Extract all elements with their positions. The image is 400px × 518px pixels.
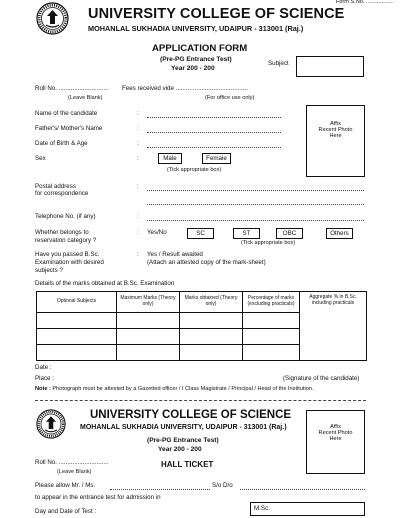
marks-header-max: Maximum Marks (Theory only): [117, 292, 180, 313]
university-name: MOHANLAL SUKHADIA UNIVERSITY, UDAIPUR - 313001 (Raj.): [88, 24, 304, 33]
st-checkbox[interactable]: ST: [233, 228, 260, 239]
colon: :: [137, 125, 139, 132]
photo-label-1: Affix: [330, 424, 341, 430]
table-cell[interactable]: [117, 313, 180, 329]
subject-box[interactable]: [296, 56, 364, 77]
table-cell[interactable]: [117, 329, 180, 345]
hall-ticket-title: HALL TICKET: [161, 460, 214, 469]
female-checkbox[interactable]: Female: [202, 153, 231, 164]
dob-age-line[interactable]: [147, 147, 281, 148]
marks-header-obtained: Marks obtained (Theory only): [180, 292, 243, 313]
bsc-question-label-2: Examination with desired: [35, 259, 104, 266]
so-do-label: S/o D/o: [212, 482, 233, 489]
msc-label: M.Sc.: [254, 505, 270, 512]
reservation-label: Whether belongs to: [35, 229, 89, 236]
reservation-label-2: reservation category ?: [35, 237, 97, 244]
photo-box[interactable]: [306, 105, 365, 177]
allow-label: Please allow Mr. / Ms.: [35, 482, 96, 489]
table-cell[interactable]: [243, 313, 300, 329]
colon: :: [137, 229, 139, 236]
yes-no-label: Yes/No: [147, 229, 167, 236]
candidate-name-label: Name of the candidate: [35, 110, 98, 117]
office-use-note: (For office use only): [205, 95, 255, 101]
ticket-leave-blank-note: (Leave Blank): [57, 469, 92, 475]
sc-checkbox[interactable]: SC: [187, 228, 214, 239]
subject-label: Subject: [268, 60, 289, 67]
table-cell[interactable]: [37, 345, 117, 361]
table-cell[interactable]: [117, 345, 180, 361]
bsc-attach-note: (Attach an attested copy of the mark-sheet): [147, 259, 266, 266]
note-label: Note :: [35, 386, 51, 392]
marks-header-row: [37, 292, 367, 313]
colon: :: [137, 183, 139, 190]
telephone-label: Telephone No. (if any): [35, 213, 96, 220]
cut-line: [35, 400, 366, 401]
colon: :: [137, 251, 139, 258]
photo-attestation-note: [35, 386, 371, 392]
so-do-line[interactable]: [240, 489, 365, 490]
bsc-question-label-3: subjects ?: [35, 267, 63, 274]
tick-note-2: (Tick appropriate box): [241, 240, 296, 246]
appear-text: to appear in the entrance test for admission in: [35, 494, 161, 501]
marks-header-percentage: Percentage of marks (excluding practicals): [243, 292, 300, 313]
college-name: UNIVERSITY COLLEGE OF SCIENCE: [88, 6, 345, 22]
bsc-answer-options: Yes / Result awaited: [147, 251, 203, 258]
telephone-line[interactable]: [147, 220, 364, 221]
colon: :: [137, 110, 139, 117]
photo-label-1: Affix: [330, 121, 341, 127]
ticket-university-name: MOHANLAL SUKHADIA UNIVERSITY, UDAIPUR - 313001 (Raj.): [80, 424, 287, 431]
photo-label-2: Recent Photo: [318, 430, 353, 437]
others-checkbox[interactable]: Others: [326, 228, 353, 239]
sex-label: Sex: [35, 155, 46, 162]
test-date-label: Day and Date of Test :: [35, 508, 97, 515]
colon: :: [137, 155, 139, 162]
marks-caption: Details of the marks obtained at B.Sc. Examination: [35, 280, 175, 287]
photo-label-3: Here: [329, 436, 342, 443]
table-cell[interactable]: [37, 313, 117, 329]
marks-header-subjects: Optional Subjects: [37, 292, 117, 313]
colon: :: [137, 140, 139, 147]
table-cell[interactable]: [180, 313, 243, 329]
dob-age-label: Date of Birth & Age: [35, 140, 88, 147]
postal-address-line-2[interactable]: [147, 204, 364, 205]
form-subtitle: (Pre-PG Entrance Test): [160, 56, 232, 63]
ticket-roll-number-field: Roll No. .............................: [35, 459, 109, 466]
candidate-name-line[interactable]: [147, 117, 281, 118]
allow-name-line[interactable]: [110, 489, 210, 490]
date-label: Date :: [35, 364, 52, 371]
table-cell[interactable]: [180, 345, 243, 361]
postal-address-label-2: for correspondence: [35, 190, 89, 197]
ticket-year: Year 200 - 200: [158, 446, 202, 453]
photo-label-2: Recent Photo: [318, 127, 353, 134]
roll-number-field: Roll No. .............................: [35, 85, 109, 92]
colon: :: [137, 213, 139, 220]
ticket-subtitle: (Pre-PG Entrance Test): [147, 437, 219, 444]
marks-header-aggregate: Aggregate % in B.Sc. including practicals: [300, 292, 367, 361]
university-emblem-icon: [36, 409, 66, 439]
table-cell[interactable]: [243, 329, 300, 345]
place-label: Place :: [35, 375, 54, 382]
leave-blank-note: (Leave Blank): [68, 95, 103, 101]
postal-address-label: Postal address: [35, 183, 76, 190]
signature-label: (Signature of the candidate): [283, 375, 360, 382]
note-text: Photograph must be attested by a Gazetted officer / I Class Magistrate / Principal / Head of the Institution.: [52, 386, 314, 392]
parent-name-line[interactable]: [147, 132, 281, 133]
fees-received-field: Fees received vide ..........................................: [122, 85, 248, 92]
msc-box[interactable]: [250, 502, 365, 516]
university-emblem-icon: [36, 2, 69, 35]
photo-label-3: Here: [329, 133, 342, 140]
table-cell[interactable]: [37, 329, 117, 345]
tick-note: (Tick appropriate box): [167, 167, 222, 173]
marks-table: [36, 291, 367, 361]
table-cell[interactable]: [243, 345, 300, 361]
form-serial-number: Form S.No. ..................: [335, 0, 394, 5]
table-cell[interactable]: [180, 329, 243, 345]
ticket-photo-box[interactable]: [306, 410, 365, 474]
form-year: Year 200 - 200: [171, 65, 215, 72]
male-checkbox[interactable]: Male: [158, 153, 182, 164]
ticket-college-name: UNIVERSITY COLLEGE OF SCIENCE: [90, 409, 292, 421]
obc-checkbox[interactable]: OBC: [276, 228, 303, 239]
parent-name-label: Father's/ Mother's Name: [35, 125, 103, 132]
bsc-question-label: Have you passed B.Sc.: [35, 251, 100, 258]
postal-address-line-1[interactable]: [147, 190, 364, 191]
form-title: APPLICATION FORM: [152, 43, 248, 54]
